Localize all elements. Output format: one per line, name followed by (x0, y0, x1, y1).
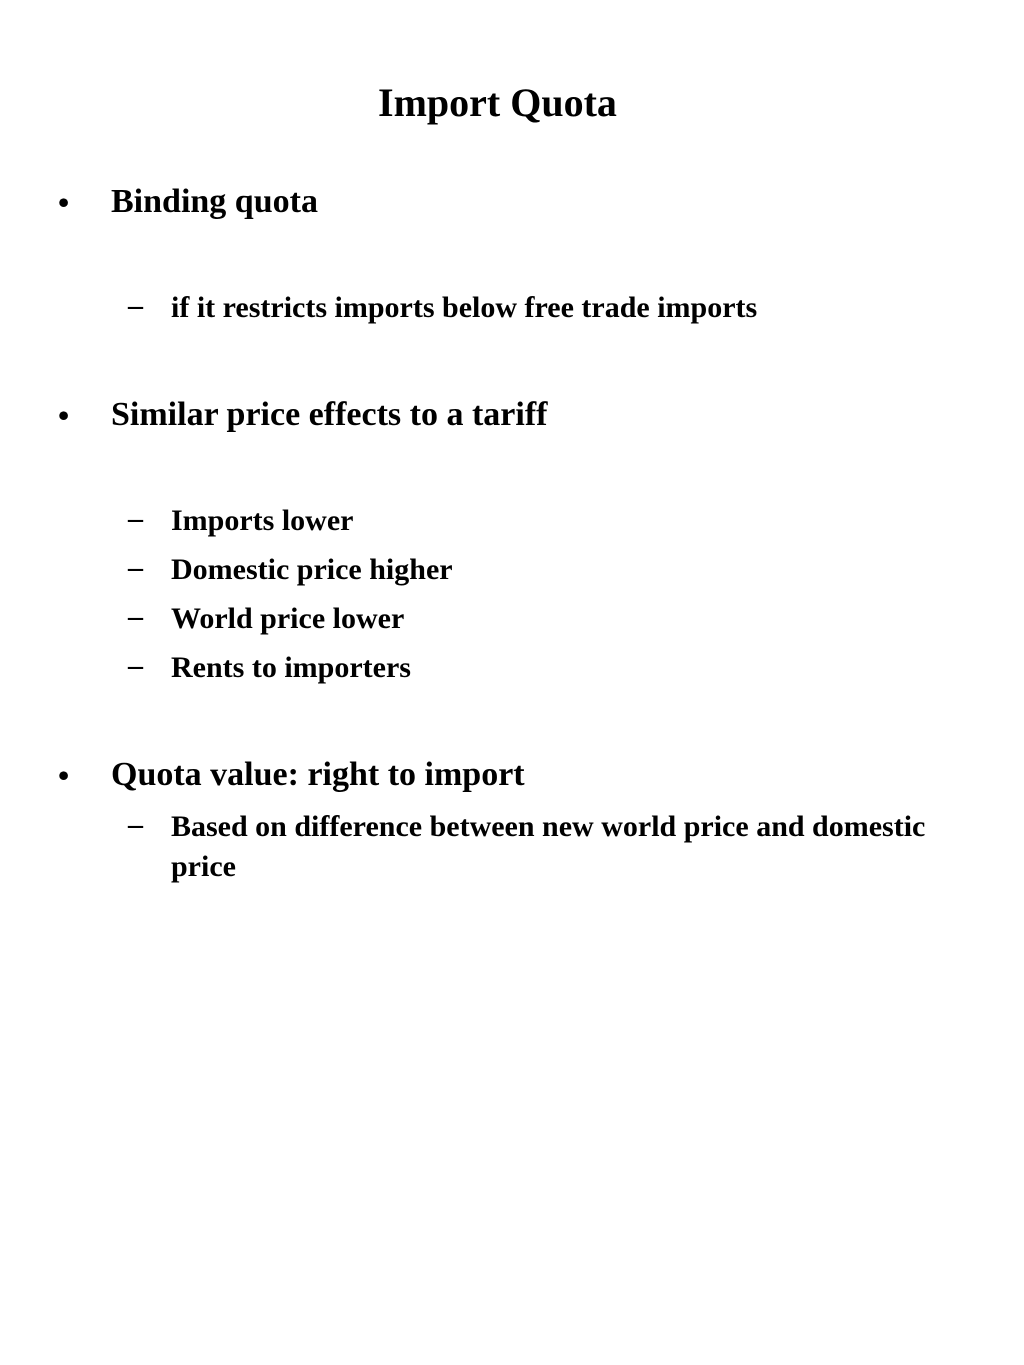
slide-title: Import Quota (378, 80, 617, 125)
sub-bullet-text: Imports lower (171, 504, 354, 537)
sub-bullet-text: Domestic price higher (171, 553, 453, 586)
dash-marker: – (128, 502, 143, 535)
sub-bullet-text: Rents to importers (171, 651, 411, 684)
dash-marker: – (128, 649, 143, 682)
bullet-marker: • (58, 757, 70, 793)
dash-marker: – (128, 808, 143, 841)
dash-marker: – (128, 600, 143, 633)
bullet-marker: • (58, 184, 70, 220)
bullet-text: Quota value: right to import (111, 756, 525, 793)
dash-marker: – (128, 289, 143, 322)
bullet-text: Binding quota (111, 183, 318, 220)
sub-bullet-text: Based on difference between new world price and domestic price (171, 810, 926, 883)
dash-marker: – (128, 551, 143, 584)
sub-bullet-text: if it restricts imports below free trade imports (171, 291, 758, 324)
bullet-marker: • (58, 397, 70, 433)
bullet-text: Similar price effects to a tariff (111, 396, 548, 433)
sub-bullet-text: World price lower (171, 602, 405, 635)
